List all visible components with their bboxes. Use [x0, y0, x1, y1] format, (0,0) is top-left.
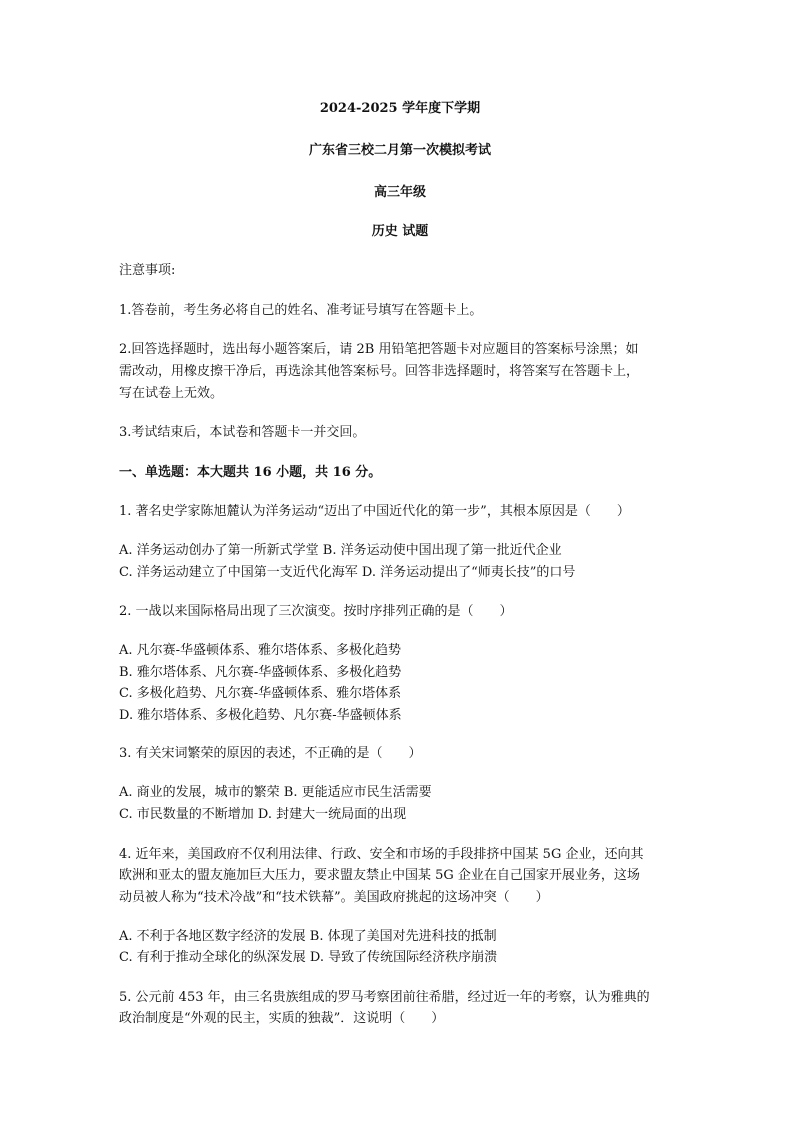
notice-item-2-line-3: 写在试卷上无效。 [119, 386, 224, 401]
q5-stem-line-1: 5. 公元前 453 年，由三名贵族组成的罗马考察团前往希腊，经过近一年的考察，认为雅典的 [119, 990, 650, 1005]
header-year: 2024-2025 学年度下学期 [319, 101, 481, 116]
q2-stem: 2. 一战以来国际格局出现了三次演变。按时序排列正确的是（ ） [119, 604, 513, 619]
q3-stem: 3. 有关宋词繁荣的原因的表述，不正确的是（ ） [119, 746, 422, 761]
q1-options-cd: C. 洋务运动建立了中国第一支近代化海军 D. 洋务运动提出了“师夷长技”的口号 [119, 565, 576, 580]
section-1-title: 一、单选题：本大题共 16 小题，共 16 分。 [119, 465, 382, 480]
notice-item-3: 3.考试结束后，本试卷和答题卡一并交回。 [119, 425, 366, 440]
header-grade: 高三年级 [373, 185, 426, 200]
notice-item-2-line-1: 2.回答选择题时，选出每小题答案后，请 2B 用铅笔把答题卡对应题目的答案标号涂黑；如 [119, 342, 639, 357]
q4-stem-line-2: 欧洲和亚太的盟友施加巨大压力，要求盟友禁止中国某 5G 企业在自己国家开展业务，这场 [119, 868, 640, 883]
q2-option-d: D. 雅尔塔体系、多极化趋势、凡尔赛-华盛顿体系 [119, 708, 402, 723]
q3-options-ab: A. 商业的发展，城市的繁荣 B. 更能适应市民生活需要 [119, 785, 432, 800]
notice-title: 注意事项: [119, 263, 176, 278]
q5-stem-line-2: 政治制度是“外观的民主，实质的独裁”．这说明（ ） [119, 1011, 445, 1026]
q4-options-cd: C. 有利于推动全球化的纵深发展 D. 导致了传统国际经济秩序崩溃 [119, 950, 498, 965]
q4-options-ab: A. 不利于各地区数字经济的发展 B. 体现了美国对先进科技的抵制 [119, 929, 497, 944]
header-subject: 历史 试题 [371, 224, 429, 239]
q3-options-cd: C. 市民数量的不断增加 D. 封建大一统局面的出现 [119, 807, 407, 822]
q2-option-c: C. 多极化趋势、凡尔赛-华盛顿体系、雅尔塔体系 [119, 686, 402, 701]
q4-stem-line-1: 4. 近年来，美国政府不仅利用法律、行政、安全和市场的手段排挤中国某 5G 企业，还向其 [119, 847, 644, 862]
header-exam-title: 广东省三校二月第一次模拟考试 [308, 143, 491, 158]
q2-option-a: A. 凡尔赛-华盛顿体系、雅尔塔体系、多极化趋势 [119, 643, 402, 658]
q4-stem-line-3: 动员被人称为“技术冷战”和“技术铁幕”。美国政府挑起的这场冲突（ ） [119, 890, 549, 905]
q1-options-ab: A. 洋务运动创办了第一所新式学堂 B. 洋务运动使中国出现了第一批近代企业 [119, 543, 562, 558]
q2-option-b: B. 雅尔塔体系、凡尔赛-华盛顿体系、多极化趋势 [119, 665, 402, 680]
notice-item-2-line-2: 需改动，用橡皮擦干净后，再选涂其他答案标号。回答非选择题时，将答案写在答题卡上， [119, 364, 640, 379]
notice-item-1: 1.答卷前，考生务必将自己的姓名、准考证号填写在答题卡上。 [119, 303, 483, 318]
q1-stem: 1. 著名史学家陈旭麓认为洋务运动“迈出了中国近代化的第一步”，其根本原因是（ ） [119, 504, 630, 519]
